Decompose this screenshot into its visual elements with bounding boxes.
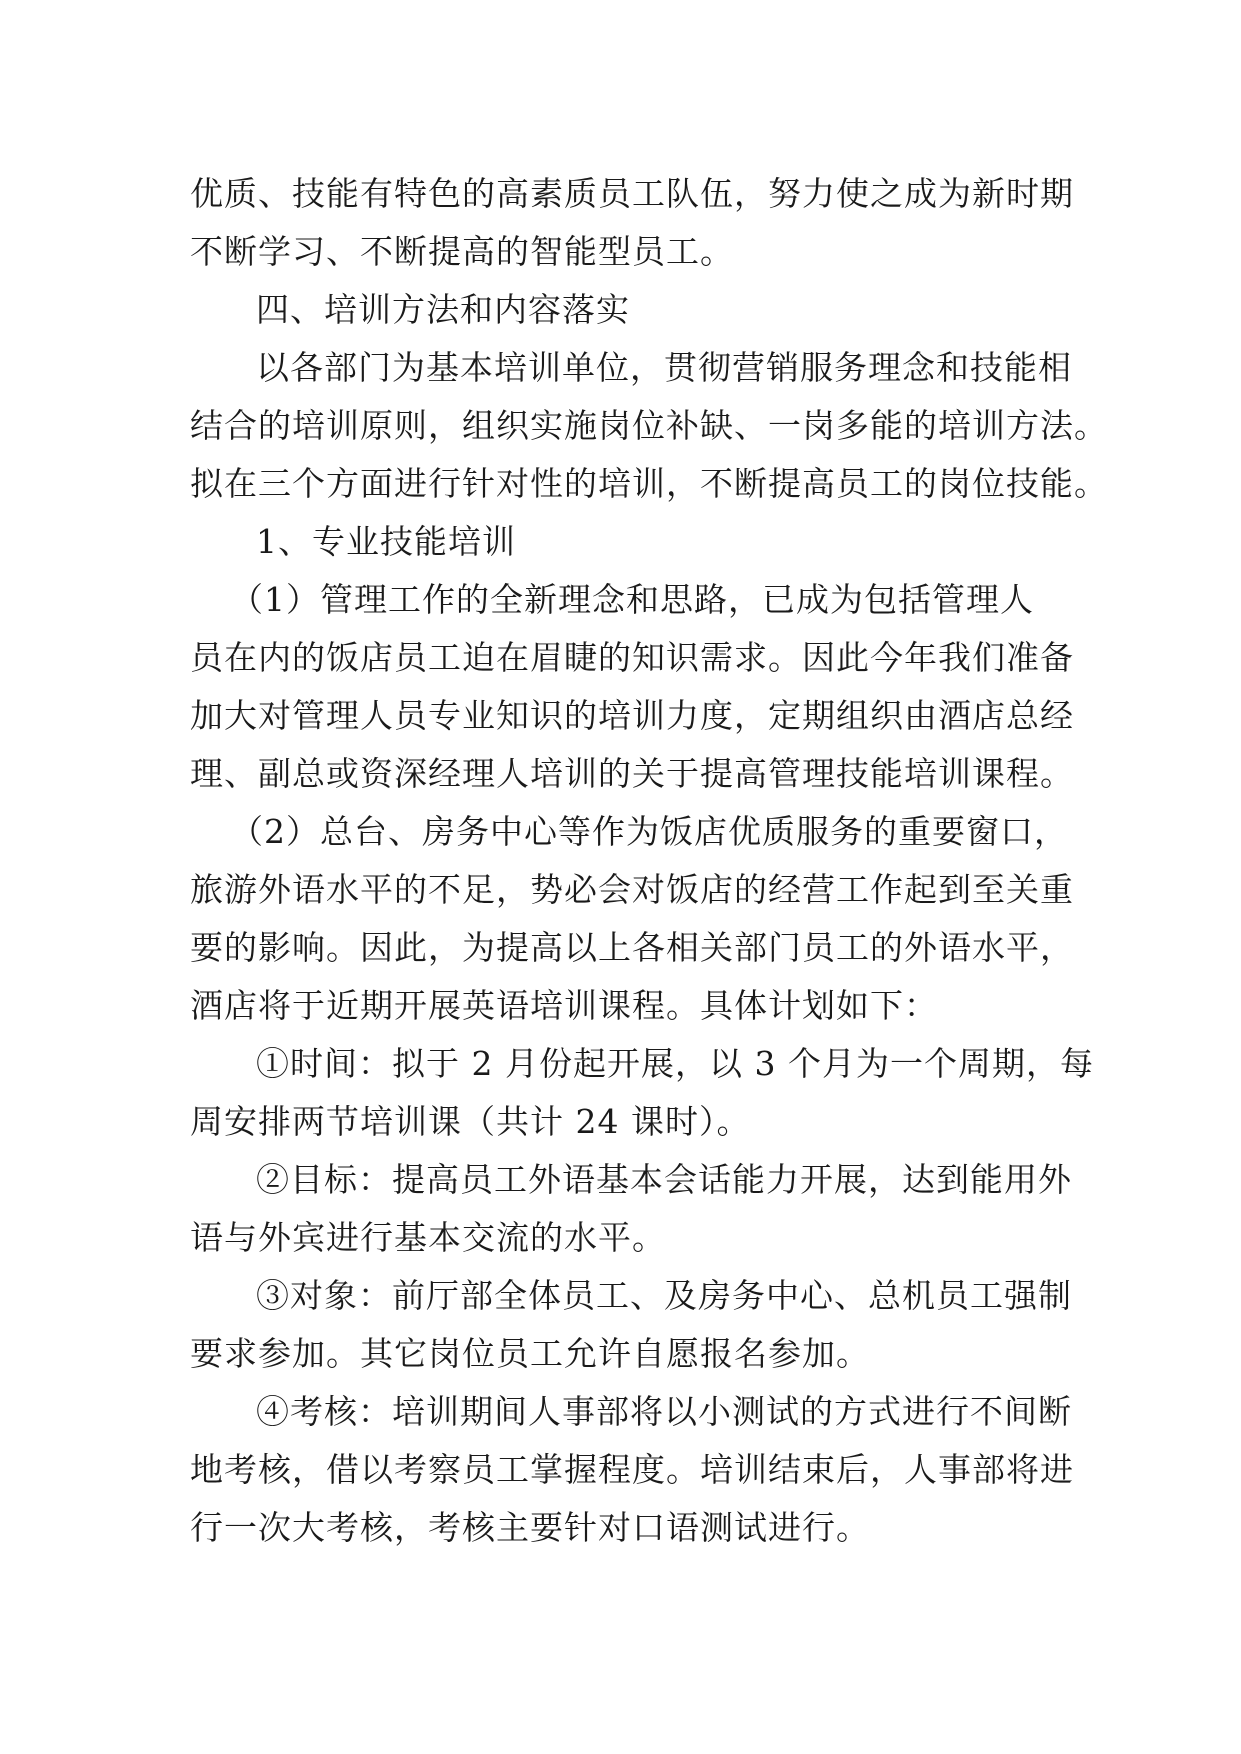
text-line: 理、副总或资深经理人培训的关于提高管理技能培训课程。	[190, 754, 1074, 793]
text-line: 要的影响。因此，为提高以上各相关部门员工的外语水平，	[190, 928, 1074, 967]
text-line: 优质、技能有特色的高素质员工队伍，努力使之成为新时期	[190, 174, 1074, 213]
text-line: 不断学习、不断提高的智能型员工。	[190, 232, 734, 271]
text-line: 酒店将于近期开展英语培训课程。具体计划如下：	[190, 986, 938, 1025]
text-line: 地考核，借以考察员工掌握程度。培训结束后，人事部将进	[190, 1450, 1074, 1489]
list-item: ②目标：提高员工外语基本会话能力开展，达到能用外	[256, 1160, 1072, 1199]
text-line: 加大对管理人员专业知识的培训力度，定期组织由酒店总经	[190, 696, 1074, 735]
text-line: 旅游外语水平的不足，势必会对饭店的经营工作起到至关重	[190, 870, 1074, 909]
text-line: 语与外宾进行基本交流的水平。	[190, 1218, 666, 1257]
text-line: 拟在三个方面进行针对性的培训，不断提高员工的岗位技能。	[190, 464, 1108, 503]
text-line: 周安排两节培训课（共计 24 课时）。	[190, 1102, 751, 1141]
text-line: （1）管理工作的全新理念和思路，已成为包括管理人	[230, 580, 1034, 619]
text-line: 员在内的饭店员工迫在眉睫的知识需求。因此今年我们准备	[190, 638, 1074, 677]
subsection-heading: 1、专业技能培训	[256, 522, 516, 561]
text-line: 行一次大考核，考核主要针对口语测试进行。	[190, 1508, 870, 1547]
text-line: 要求参加。其它岗位员工允许自愿报名参加。	[190, 1334, 870, 1373]
section-heading: 四、培训方法和内容落实	[256, 290, 630, 329]
document-body	[190, 165, 1108, 1557]
text-line: 以各部门为基本培训单位，贯彻营销服务理念和技能相	[256, 348, 1072, 387]
text-line: 结合的培训原则，组织实施岗位补缺、一岗多能的培训方法。	[190, 406, 1108, 445]
list-item: ③对象：前厅部全体员工、及房务中心、总机员工强制	[256, 1276, 1072, 1315]
text-line: （2）总台、房务中心等作为饭店优质服务的重要窗口，	[230, 812, 1068, 851]
list-item: ①时间：拟于 2 月份起开展，以 3 个月为一个周期，每	[256, 1044, 1094, 1083]
list-item: ④考核：培训期间人事部将以小测试的方式进行不间断	[256, 1392, 1072, 1431]
